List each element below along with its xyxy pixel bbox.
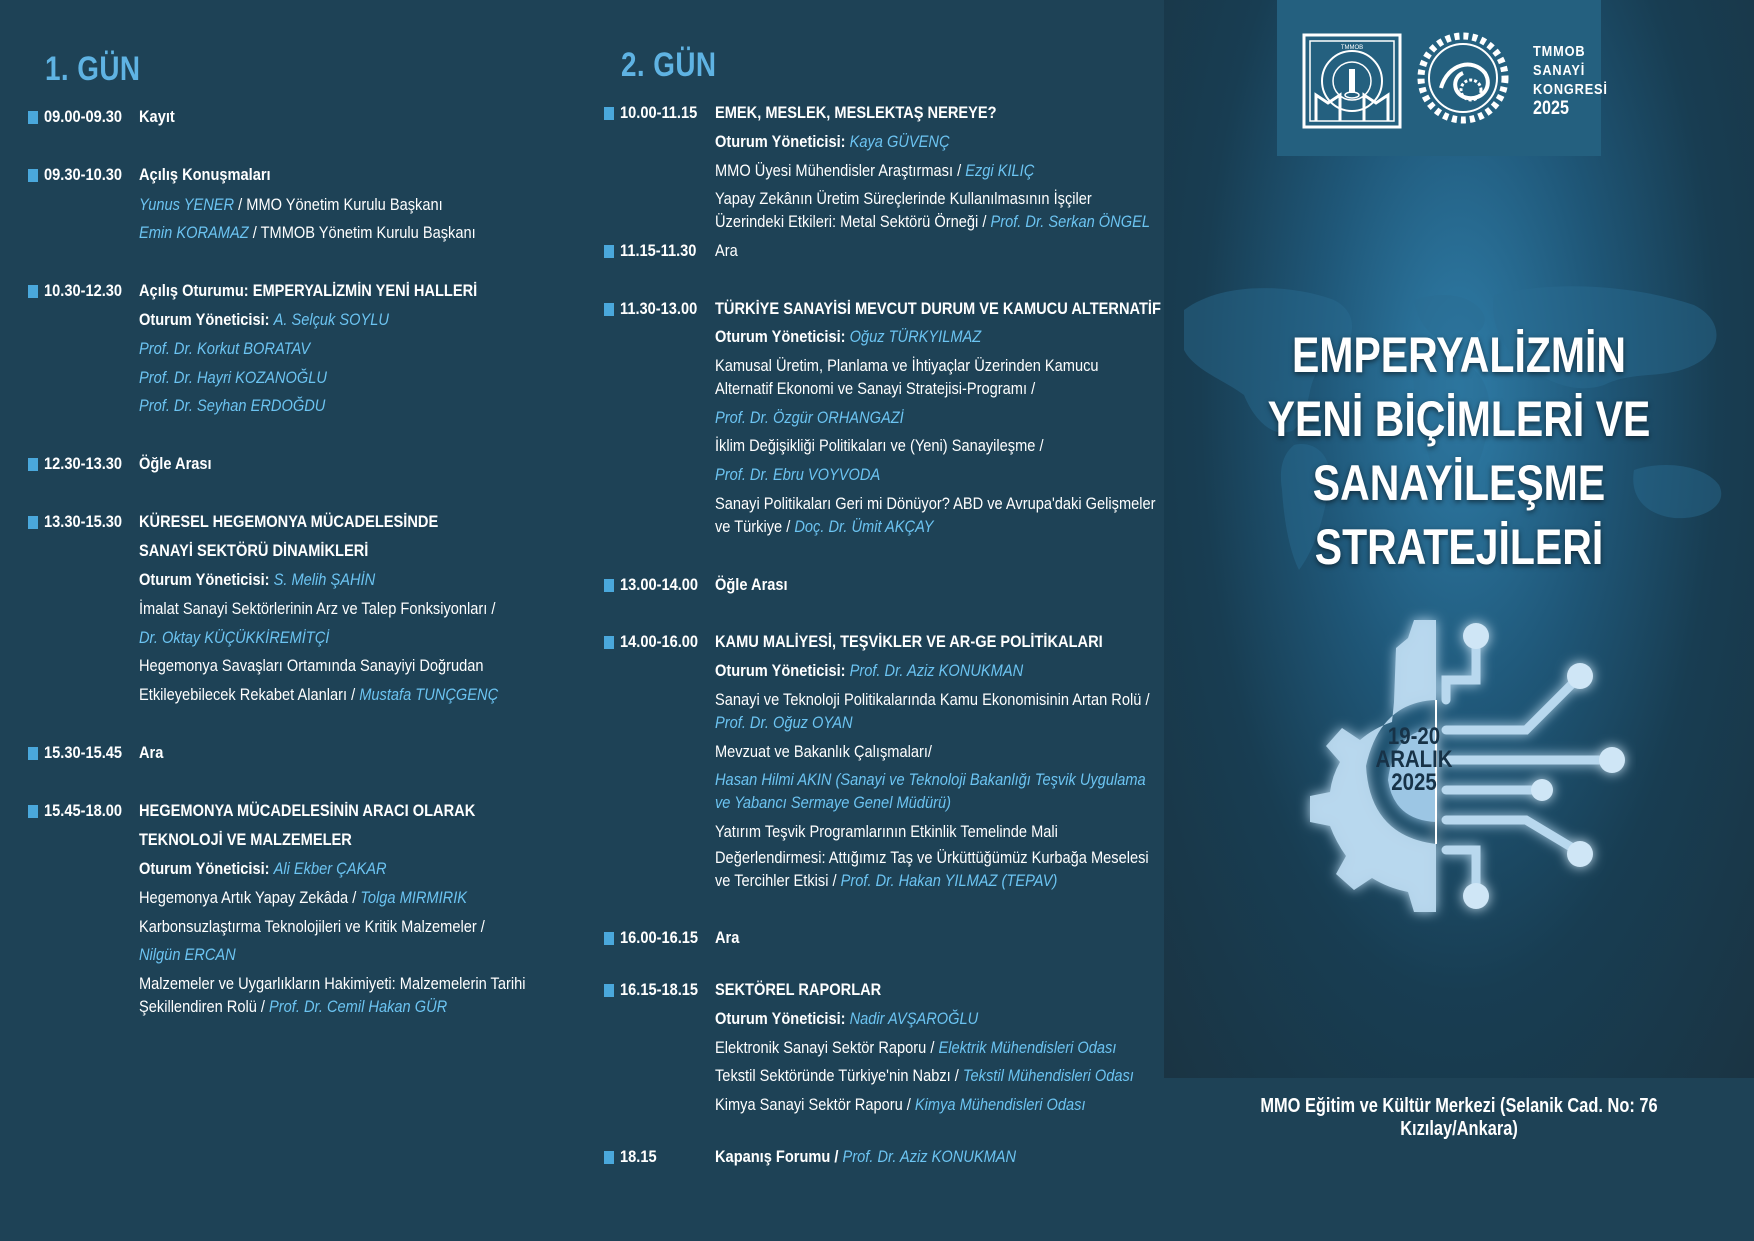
talk-line: [715, 516, 969, 538]
talk-line: [715, 1065, 1202, 1087]
time-label: 13.30-15.30: [44, 512, 123, 531]
bullet-marker: [604, 932, 614, 945]
item-title: HEGEMONYA MÜCADELESİNİN ARACI OLARAK: [139, 801, 476, 820]
bullet-marker: [604, 984, 614, 997]
talk-title: Hegemonya Artık Yapay Zekâda /: [139, 888, 361, 907]
speaker-name: Dr. Oktay KÜÇÜKKİREMİTÇİ: [139, 628, 330, 647]
time-label: 11.15-11.30: [620, 241, 697, 260]
moderator-name: Prof. Dr. Aziz KONUKMAN: [849, 661, 1024, 680]
moderator-line: [139, 569, 414, 591]
talk-title: Kimya Sanayi Sektör Raporu /: [715, 1095, 915, 1114]
congress-label: TMMOB SANAYİ KONGRESİ 2025: [1533, 43, 1608, 119]
cover-panel: [1164, 0, 1754, 1078]
talk-title: Hegemonya Savaşları Ortamında Sanayiyi Doğrudan: [139, 656, 484, 675]
talk-title: Tekstil Sektöründe Türkiye'nin Nabzı /: [715, 1066, 963, 1085]
talk-line: [715, 160, 1086, 182]
talk-line: [715, 689, 1220, 711]
mmo-logo-icon: [1302, 33, 1402, 129]
schedule-item: [28, 453, 223, 475]
talk-title: Değerlendirmesi: Attığımız Taş ve Ürküttüğümüz Kurbağa Meselesi: [715, 848, 1149, 867]
moderator-name: S. Melih ŞAHİN: [273, 570, 376, 589]
bullet-marker: [604, 107, 614, 120]
schedule-item: [604, 298, 1234, 320]
bullet-marker: [604, 245, 614, 258]
moderator-name: A. Selçuk SOYLU: [273, 310, 389, 329]
schedule-item: [604, 927, 743, 949]
day2-title: 2. GÜN: [621, 46, 717, 84]
talk-title: Üzerindeki Etkileri: Metal Sektörü Örneği /: [715, 212, 991, 231]
moderator-label: Oturum Yöneticisi:: [715, 132, 846, 151]
speaker-line: [139, 944, 251, 966]
time-label: 10.30-12.30: [44, 281, 123, 300]
bullet-marker: [28, 805, 38, 818]
talk-line: [715, 1037, 1182, 1059]
logo-box: [1277, 0, 1608, 156]
speaker-line: [715, 464, 907, 486]
speaker-name: Emin KORAMAZ: [139, 223, 249, 242]
talk-line: [715, 211, 1221, 233]
item-title: KÜRESEL HEGEMONYA MÜCADELESİNDE: [139, 512, 439, 531]
venue-address: MMO Eğitim ve Kültür Merkezi (Selanik Cad. No: 76 Kızılay/Ankara): [1260, 1095, 1658, 1140]
time-label: 10.00-11.15: [620, 103, 698, 122]
talk-title: ve Türkiye /: [715, 517, 795, 536]
schedule-item: [28, 280, 532, 302]
item-title: TÜRKİYE SANAYİSİ MEVCUT DURUM VE KAMUCU ALTERNATİF: [715, 299, 1161, 318]
moderator-label: Oturum Yöneticisi:: [715, 327, 846, 346]
bullet-marker: [28, 458, 38, 471]
moderator-label: Oturum Yöneticisi:: [715, 661, 846, 680]
speaker-name: Hasan Hilmi AKIN (Sanayi ve Teknoloji Bakanlığı Teşvik Uygulama: [715, 770, 1146, 789]
speaker-name: Ezgi KILIÇ: [965, 161, 1035, 180]
bullet-marker: [28, 285, 38, 298]
moderator-line: [715, 131, 988, 153]
speaker-name: Prof. Dr. Hayri KOZANOĞLU: [139, 368, 327, 387]
day1-title: 1. GÜN: [45, 50, 141, 88]
item-title: Ara: [139, 743, 164, 762]
talk-title: Elektronik Sanayi Sektör Raporu /: [715, 1038, 939, 1057]
item-title: Açılış Konuşmaları: [139, 165, 271, 184]
talk-title: Mevzuat ve Bakanlık Çalışmaları/: [715, 742, 932, 761]
talk-line: [715, 435, 1097, 457]
schedule-item: [604, 979, 908, 1001]
speaker-line: [139, 194, 492, 216]
talk-line: [715, 870, 1113, 892]
moderator-label: Oturum Yöneticisi:: [139, 859, 270, 878]
moderator-name: Nadir AVŞAROĞLU: [849, 1009, 979, 1028]
bullet-marker: [604, 579, 614, 592]
talk-title: Kamusal Üretim, Planlama ve İhtiyaçlar Üzerinden Kamucu: [715, 356, 1099, 375]
speaker-name: Prof. Dr. Ebru VOYVODA: [715, 465, 881, 484]
schedule-item: [28, 106, 181, 128]
speaker-name: Kimya Mühendisleri Odası: [914, 1095, 1086, 1114]
speaker-name: Tekstil Mühendisleri Odası: [962, 1066, 1134, 1085]
talk-title: Alternatif Ekonomi ve Sanayi Stratejisi-Programı /: [715, 379, 1036, 398]
logo-tmmob-text: TMMOB: [1340, 45, 1364, 51]
talk-line: [715, 493, 1227, 515]
moderator-line: [139, 858, 427, 880]
item-title-cont: SANAYİ SEKTÖRÜ DİNAMİKLERİ: [139, 541, 369, 560]
moderator-line: [139, 309, 430, 331]
schedule-item: 18.15 Kapanış Forumu / Prof. Dr. Aziz KONUKMAN: [604, 1146, 1065, 1168]
moderator-label: Oturum Yöneticisi:: [139, 310, 270, 329]
talk-title: İmalat Sanayi Sektörlerinin Arz ve Talep Fonksiyonları /: [139, 599, 496, 618]
event-date-badge: 19-20 ARALIK 2025: [1375, 723, 1453, 796]
speaker-name: Prof. Dr. Oğuz OYAN: [715, 713, 853, 732]
talk-line: [715, 821, 1114, 843]
bullet-marker: [604, 636, 614, 649]
talk-title: Etkileyebilecek Rekabet Alanları /: [139, 685, 360, 704]
item-title: KAMU MALİYESİ, TEŞVİKLER VE AR-GE POLİTİKALARI: [715, 632, 1103, 651]
talk-line: [139, 655, 540, 677]
schedule-item: [604, 574, 799, 596]
speaker-name: Prof. Dr. Aziz KONUKMAN: [842, 1147, 1017, 1166]
bullet-marker: [28, 516, 38, 529]
speaker-name: Prof. Dr. Seyhan ERDOĞDU: [139, 396, 326, 415]
talk-title: Malzemeler ve Uygarlıkların Hakimiyeti: Malzemelerin Tarihi: [139, 974, 526, 993]
schedule-item: [28, 511, 487, 533]
talk-line: [715, 741, 967, 763]
speaker-name: Prof. Dr. Hakan YILMAZ (TEPAV): [840, 871, 1058, 890]
speaker-name: Prof. Dr. Korkut BORATAV: [139, 339, 311, 358]
time-label: 16.00-16.15: [620, 928, 699, 947]
schedule-item: [604, 240, 741, 262]
item-title: Öğle Arası: [139, 454, 212, 473]
moderator-name: Kaya GÜVENÇ: [849, 132, 950, 151]
talk-line: [715, 355, 1161, 377]
speaker-role: / TMMOB Yönetim Kurulu Başkanı: [248, 223, 476, 242]
talk-line: [715, 847, 1219, 869]
item-title: SEKTÖREL RAPORLAR: [715, 980, 882, 999]
speaker-name: Yunus YENER: [139, 195, 235, 214]
talk-title: Sanayi Politikaları Geri mi Dönüyor? ABD ve Avrupa'daki Gelişmeler: [715, 494, 1156, 513]
item-title: Açılış Oturumu: EMPERYALİZMİN YENİ HALLERİ: [139, 281, 478, 300]
time-label: 13.00-14.00: [620, 575, 699, 594]
speaker-line: [715, 712, 875, 734]
moderator-name: Oğuz TÜRKYILMAZ: [849, 327, 982, 346]
time-label: 14.00-16.00: [620, 632, 699, 651]
time-label: 16.15-18.15: [620, 980, 699, 999]
talk-line: [715, 378, 1087, 400]
talk-title: MMO Üyesi Mühendisler Araştırması /: [715, 161, 966, 180]
time-label: 09.30-10.30: [44, 165, 123, 184]
speaker-name: Mustafa TUNÇGENÇ: [359, 685, 499, 704]
bullet-marker: [28, 111, 38, 124]
talk-title: Karbonsuzlaştırma Teknolojileri ve Kritik Malzemeler /: [139, 917, 485, 936]
item-title: Ara: [715, 928, 740, 947]
talk-line: [139, 996, 497, 1018]
schedule-item: [604, 102, 1042, 124]
moderator-label: Oturum Yöneticisi:: [715, 1009, 846, 1028]
congress-gear-logo-icon: [1413, 28, 1513, 128]
schedule-item: [604, 631, 1166, 653]
talk-line: [139, 916, 541, 938]
time-label: 15.45-18.00: [44, 801, 123, 820]
speaker-line: [715, 792, 989, 814]
speaker-line: [139, 222, 530, 244]
talk-title: Şekillendiren Rolü /: [139, 997, 270, 1016]
speaker-line: [139, 627, 360, 649]
time-label: 09.00-09.30: [44, 107, 123, 126]
item-title: Kayıt: [139, 107, 175, 126]
item-title: Kapanış Forumu: [715, 1147, 831, 1166]
bullet-marker: [604, 1151, 614, 1164]
moderator-line: [715, 660, 1073, 682]
bullet-marker: [604, 303, 614, 316]
talk-title: İklim Değişikliği Politikaları ve (Yeni) Sanayileşme /: [715, 436, 1044, 455]
speaker-name: Prof. Dr. Özgür ORHANGAZİ: [715, 408, 904, 427]
schedule-item: [28, 742, 167, 764]
speaker-name: ve Yabancı Sermaye Genel Müdürü): [715, 793, 951, 812]
talk-line: [139, 598, 554, 620]
schedule-item: [28, 164, 292, 186]
time-label: 12.30-13.30: [44, 454, 123, 473]
speaker-role: / MMO Yönetim Kurulu Başkanı: [234, 195, 443, 214]
item-title: EMEK, MESLEK, MESLEKTAŞ NEREYE?: [715, 103, 997, 122]
talk-line: [139, 973, 588, 995]
time-label: 15.30-15.45: [44, 743, 123, 762]
speaker-name: Elektrik Mühendisleri Odası: [938, 1038, 1117, 1057]
time-label: 18.15: [620, 1147, 657, 1166]
speaker-name: Nilgün ERCAN: [139, 945, 236, 964]
speaker-line: [139, 367, 358, 389]
talk-title: Yapay Zekânın Üretim Süreçlerinde Kullanılmasının İşçiler: [715, 189, 1092, 208]
bullet-marker: [28, 169, 38, 182]
talk-line: [139, 887, 520, 909]
speaker-line: [139, 395, 356, 417]
moderator-name: Ali Ekber ÇAKAR: [273, 859, 387, 878]
moderator-line: [715, 326, 1025, 348]
talk-line: [715, 1094, 1146, 1116]
speaker-line: [715, 769, 1216, 791]
bullet-marker: [28, 747, 38, 760]
item-title: Öğle Arası: [715, 575, 788, 594]
speaker-name: Tolga MIRMIRIK: [360, 888, 468, 907]
talk-line: [715, 188, 1153, 210]
speaker-line: [715, 407, 934, 429]
item-title: Ara: [715, 241, 738, 260]
item-title-cont: TEKNOLOJİ VE MALZEMELER: [139, 830, 352, 849]
moderator-line: [715, 1008, 1021, 1030]
main-title: EMPERYALİZMİN YENİ BİÇİMLERİ VE SANAYİLEŞME STRATEJİLERİ: [1267, 327, 1651, 575]
schedule-item: [28, 800, 530, 822]
speaker-name: Prof. Dr. Serkan ÖNGEL: [990, 212, 1150, 231]
talk-title: Yatırım Teşvik Programlarının Etkinlik Temelinde Mali: [715, 822, 1058, 841]
talk-title: Sanayi ve Teknoloji Politikalarında Kamu Ekonomisinin Artan Rolü /: [715, 690, 1150, 709]
time-label: 11.30-13.00: [620, 299, 698, 318]
talk-title: ve Tercihler Etkisi /: [715, 871, 841, 890]
speaker-line: [139, 338, 338, 360]
speaker-name: Prof. Dr. Cemil Hakan GÜR: [269, 997, 448, 1016]
speaker-name: Doç. Dr. Ümit AKÇAY: [794, 517, 934, 536]
moderator-label: Oturum Yöneticisi:: [139, 570, 270, 589]
talk-line: [139, 684, 557, 706]
